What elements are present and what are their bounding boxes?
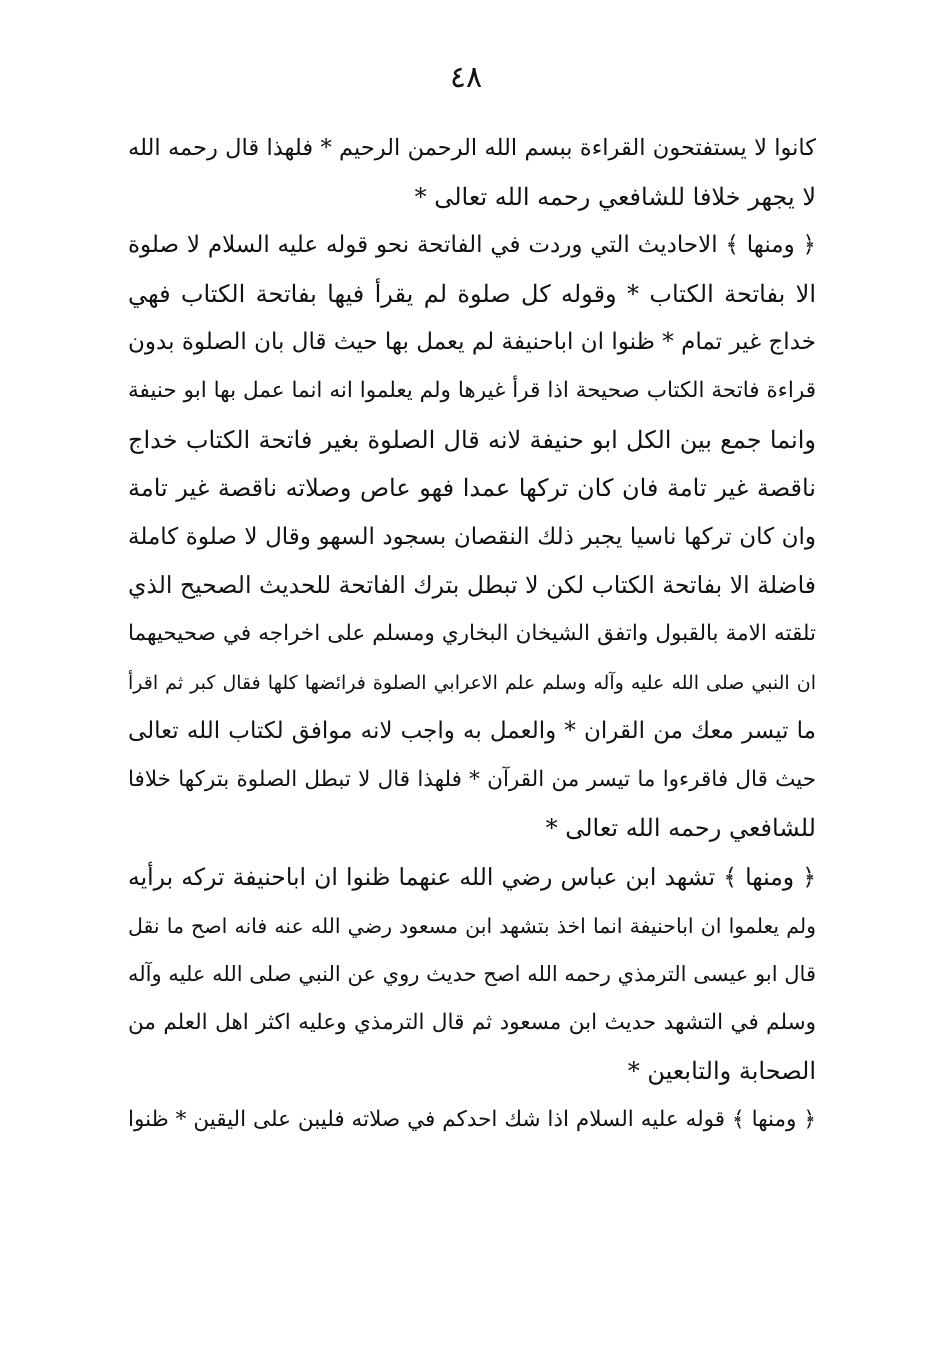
text-line: وانما جمع بين الكل ابو حنيفة لانه قال الصلوة بغير فاتحة الكتاب خداج [128, 425, 816, 454]
text-line: ان النبي صلى الله عليه وآله وسلم علم الاعرابي الصلوة فرائضها كلها فقال كبر ثم اقرأ [128, 671, 816, 694]
text-line: خداج غير تمام * ظنوا ان اباحنيفة لم يعمل بها حيث قال بان الصلوة بدون [128, 329, 816, 356]
text-line: ولم يعلموا ان اباحنيفة انما اخذ بتشهد ابن مسعود رضي الله عنه فانه اصح ما نقل [128, 913, 816, 938]
text-line: ناقصة غير تامة فان كان تركها عمدا فهو عاص وصلاته ناقصة غير تامة [128, 474, 816, 503]
text-line: فاضلة الا بفاتحة الكتاب لكن لا تبطل بترك الفاتحة للحديث الصحيح الذي [128, 571, 816, 600]
text-line: لا يجهر خلافا للشافعي رحمه الله تعالى * [414, 182, 816, 211]
text-line: تلقته الامة بالقبول واتفق الشيخان البخاري ومسلم على اخراجه في صحيحيهما [128, 620, 816, 646]
page-number: ٤٨ [449, 60, 483, 95]
text-line: وان كان تركها ناسيا يجبر ذلك النقصان بسجود السهو وقال لا صلوة كاملة [128, 523, 816, 550]
text-line: قال ابو عيسى الترمذي رحمه الله اصح حديث روي عن النبي صلى الله عليه وآله [128, 962, 816, 987]
text-line: الصحابة والتابعين * [627, 1057, 816, 1086]
text-line: قراءة فاتحة الكتاب صحيحة اذا قرأ غيرها ولم يعلموا انه انما عمل بها ابو حنيفة [128, 377, 816, 403]
text-line: ﴿ ومنها ﴾ الاحاديث التي وردت في الفاتحة نحو قوله عليه السلام لا صلوة [128, 232, 816, 259]
text-line: الا بفاتحة الكتاب * وقوله كل صلوة لم يقرأ فيها بفاتحة الكتاب فهي [128, 279, 816, 308]
text-line: ﴿ ومنها ﴾ قوله عليه السلام اذا شك احدكم في صلاته فليبن على اليقين * ظنوا [128, 1106, 816, 1132]
text-line: للشافعي رحمه الله تعالى * [545, 814, 816, 843]
body-text [128, 124, 816, 1144]
text-line: ﴿ ومنها ﴾ تشهد ابن عباس رضي الله عنهما ظنوا ان اباحنيفة تركه برأيه [128, 862, 816, 891]
text-line: وسلم في التشهد حديث ابن مسعود ثم قال الترمذي وعليه اكثر اهل العلم من [128, 1009, 816, 1035]
text-line: ما تيسر معك من القران * والعمل به واجب لانه موافق لكتاب الله تعالى [128, 718, 816, 745]
text-line: حيث قال فاقرءوا ما تيسر من القرآن * فلهذا قال لا تبطل الصلوة بتركها خلافا [128, 766, 816, 792]
text-line: كانوا لا يستفتحون القراءة ببسم الله الرحمن الرحيم * فلهذا قال رحمه الله [128, 135, 816, 161]
